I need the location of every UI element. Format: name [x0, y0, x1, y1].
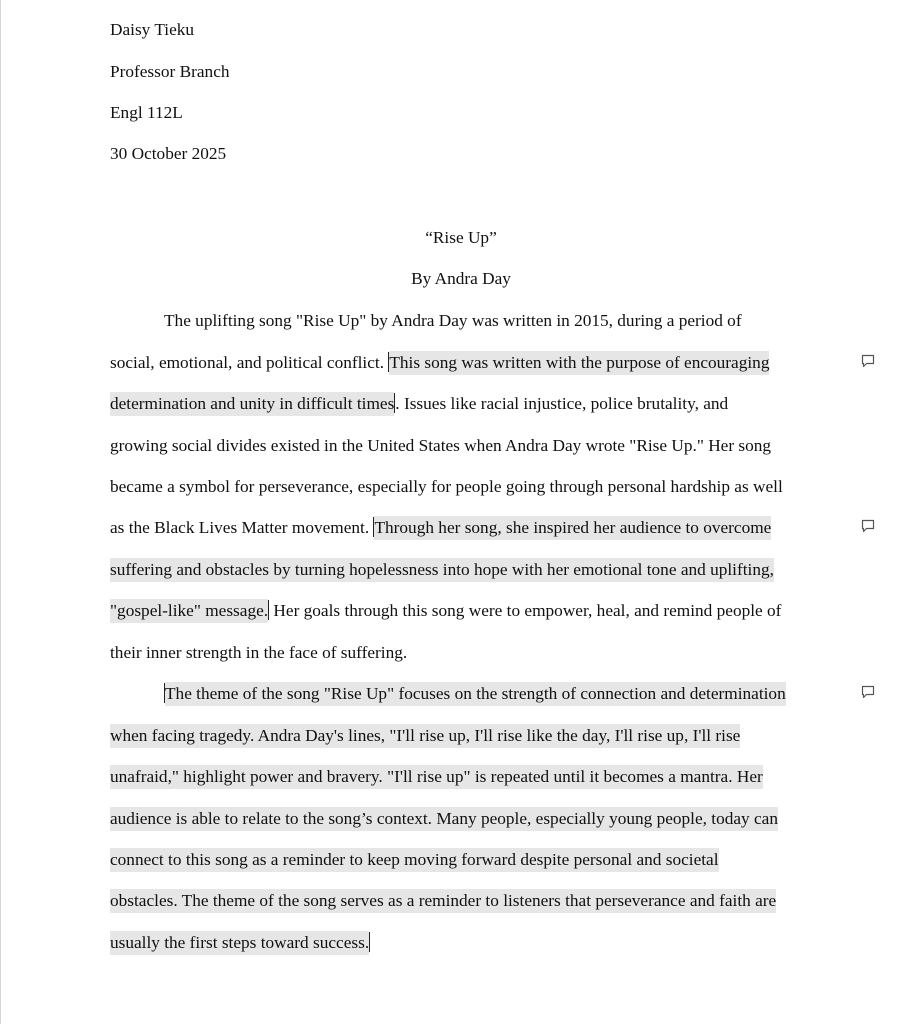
comment-icon[interactable]	[860, 684, 876, 700]
paragraph-1-line-1[interactable]	[164, 310, 742, 332]
commented-text[interactable]: when facing tragedy. Andra Day's lines, "I'll rise up, I'll rise like the day, I'll rise up, I'll rise	[110, 724, 740, 748]
text-run: social, emotional, and political conflict.	[110, 353, 389, 372]
paragraph-2-line-1[interactable]	[164, 683, 786, 705]
paragraph-2-line-2[interactable]	[110, 725, 740, 747]
commented-text[interactable]: unafraid," highlight power and bravery. "I'll rise up" is repeated until it becomes a mantra. Her	[110, 765, 763, 789]
essay-byline[interactable]: By Andra Day	[411, 269, 511, 288]
text-run: became a symbol for perseverance, especially for people going through personal hardship as well	[110, 477, 783, 496]
comment-icon[interactable]	[860, 353, 876, 369]
commented-text[interactable]: obstacles. The theme of the song serves as a reminder to listeners that perseverance and faith are	[110, 889, 776, 913]
page-edge	[0, 0, 1, 1024]
text-run: their inner strength in the face of suffering.	[110, 643, 408, 662]
essay-title[interactable]: “Rise Up”	[425, 228, 497, 247]
commented-text[interactable]: The theme of the song "Rise Up" focuses on the strength of connection and determination	[165, 682, 786, 706]
paragraph-1-line-5[interactable]	[110, 476, 783, 498]
commented-text[interactable]: This song was written with the purpose of encouraging	[389, 351, 769, 375]
text-run: as the Black Lives Matter movement.	[110, 518, 374, 537]
text-run: growing social divides existed in the United States when Andra Day wrote "Rise Up." Her song	[110, 436, 772, 455]
paragraph-2-line-4[interactable]	[110, 808, 778, 830]
professor-name[interactable]: Professor Branch	[110, 62, 230, 81]
paragraph-1-line-4[interactable]	[110, 435, 771, 457]
commented-text[interactable]: audience is able to relate to the song’s context. Many people, especially young people, today can	[110, 807, 778, 831]
paragraph-1-line-7[interactable]	[110, 559, 774, 581]
commented-text[interactable]: suffering and obstacles by turning hopelessness into hope with her emotional tone and uplifting,	[110, 558, 774, 582]
paragraph-2-line-5[interactable]	[110, 849, 719, 871]
date[interactable]: 30 October 2025	[110, 144, 227, 163]
paragraph-2-line-7[interactable]	[110, 932, 370, 954]
commented-text[interactable]: determination and unity in difficult times	[110, 392, 394, 416]
paragraph-1-line-2[interactable]	[110, 352, 769, 374]
commented-text[interactable]: Through her song, she inspired her audience to overcome	[374, 516, 771, 540]
course-name[interactable]: Engl 112L	[110, 103, 183, 122]
paragraph-1-line-8[interactable]	[110, 600, 781, 622]
text-run: . Issues like racial injustice, police brutality, and	[395, 394, 729, 413]
text-run: Her goals through this song were to empower, heal, and remind people of	[269, 601, 782, 620]
paragraph-2-line-6[interactable]	[110, 890, 776, 912]
paragraph-1-line-6[interactable]	[110, 517, 771, 539]
text-run: The uplifting song "Rise Up" by Andra Day was written in 2015, during a period of	[164, 311, 742, 330]
commented-text[interactable]: connect to this song as a reminder to keep moving forward despite personal and societal	[110, 848, 719, 872]
author-name[interactable]: Daisy Tieku	[110, 20, 195, 39]
comment-anchor-end	[369, 932, 370, 952]
paragraph-1-line-9[interactable]	[110, 642, 407, 664]
paragraph-2-line-3[interactable]	[110, 766, 763, 788]
commented-text[interactable]: "gospel-like" message.	[110, 599, 268, 623]
comment-icon[interactable]	[860, 518, 876, 534]
paragraph-1-line-3[interactable]	[110, 393, 728, 415]
commented-text[interactable]: usually the first steps toward success.	[110, 931, 369, 955]
